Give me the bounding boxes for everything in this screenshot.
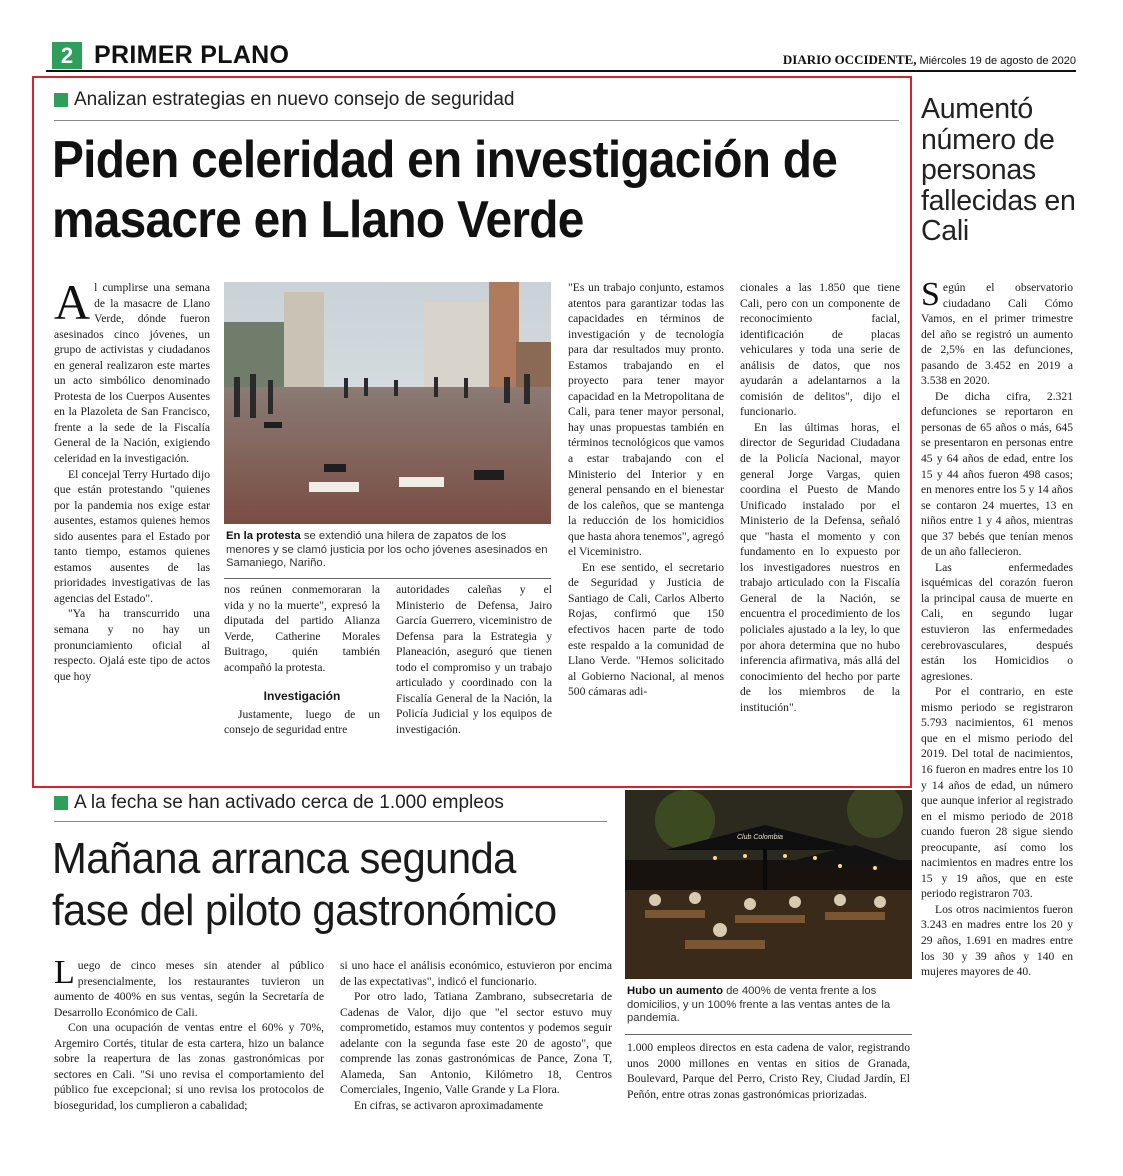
second-col2 <box>340 958 612 1113</box>
sidebar-headline: Aumentó número de personas fallecidas en Cali <box>921 93 1076 247</box>
header-rule <box>46 70 1076 72</box>
second-col1 <box>54 954 324 1113</box>
page-number: 2 <box>52 42 82 69</box>
second-kicker-text: A la fecha se han activado cerca de 1.000 empleos <box>74 792 504 813</box>
caption-text: se extendió una hilera de zapatos de los menores y se clamó justicia por los ocho jóvenes asesinados en Samaniego, Nariño. <box>226 530 548 570</box>
paragraph: Por otro lado, Tatiana Zambrano, subsecretaria de Cadenas de Valor, dijo que "el sector estuvo muy comprometido, estamos muy contentos y podemos seguir adelante con la segunda fase este 20 de agosto", que comprende las zonas gastronómicas de Pance, Zona T, Alameda, San Antonio, Kilómetro 18, Centros Comerciales, Ingenio, Valle Grande y La Flora. <box>340 990 612 1097</box>
paragraph: Con una ocupación de ventas entre el 60% y 70%, Argemiro Cortés, titular de esta cartera, hizo un balance sobre la reapertura de las zonas gastronómicas por sectores en Cali. "Si uno revisa el comportamiento del público fue excepcional; si uno revisa los protocolos de bioseguridad, los cumplieron a cabalidad; <box>54 1021 324 1112</box>
main-col5 <box>740 280 900 715</box>
umbrella-brand: Club Colombia <box>737 834 783 841</box>
main-col2 <box>224 582 380 738</box>
sidebar-body <box>921 276 1073 980</box>
paragraph: Justamente, luego de un consejo de seguridad entre <box>224 707 380 737</box>
main-kicker-text: Analizan estrategias en nuevo consejo de seguridad <box>74 89 515 110</box>
paragraph: egún el observatorio ciudadano Cali Cómo Vamos, en el primer trimestre del año se registró un aumento de 2,5% en las defunciones, pasando de 3.452 en 2019 a 3.538 en 2020. <box>921 281 1073 388</box>
paragraph: Las enfermedades isquémicas del corazón fueron la principal causa de muerte en Cali, en segundo lugar estuvieron las enfermedades cerebrovasculares, después están los Homicidios o agresiones. <box>921 560 1073 683</box>
sidebar-dropcap: S <box>921 276 940 313</box>
paragraph: uego de cinco meses sin atender al público presencialmente, los restaurantes tuvieron un aumento de 400% en sus ventas, según la Secretaría de Desarrollo Económico de Cali. <box>54 959 324 1019</box>
paragraph: Los otros nacimientos fueron 3.243 en madres entre los 20 y 29 años, 1.691 en madres entre los 30 y 39 años y 140 en mujeres mayores de 40. <box>921 902 1073 979</box>
paragraph: cionales a las 1.850 que tiene Cali, pero con un componente de reconocimiento facial, identificación de placas vehiculares y toda una serie de análisis de datos, que nos ayudarán a adelantarnos a la comisión de delitos", dijo el funcionario. <box>740 281 900 419</box>
paragraph: nos reúnen conmemoraran la vida y no la muerte", expresó la diputada del partido Alianza Verde, Catherine Morales Buitrago, quién también acompañó la protesta. <box>224 583 380 674</box>
main-col4 <box>568 280 724 700</box>
paragraph: "Es un trabajo conjunto, estamos atentos para garantizar todas las capacidades en términos de investigación y de tecnología para dar resultados muy pronto. Estamos trabajando en el proyecto para tener mayor capacidad en la Metropolitana de Cali, para tener mayor personal, hay unas propuestas también en términos tecnológicos que vamos a estar trabajando con el Ministerio del Interior y en general pensando en el bienestar de los caleños, que se mantenga la reducción de los homicidios que hasta ahora tenemos", agregó el Viceministro. <box>568 281 724 559</box>
restaurant-photo-image <box>625 790 912 979</box>
kicker-square <box>54 93 68 107</box>
kicker-square <box>54 796 68 810</box>
subhead-investigacion: Investigación <box>263 689 341 704</box>
second-dropcap: L <box>54 954 75 991</box>
protest-photo-image <box>224 282 551 524</box>
paragraph: 1.000 empleos directos en esta cadena de valor, registrando unos 2000 millones en ventas en sitios de Granada, Boulevard, Parque del Perro, Cristo Rey, Ciudad Jardín, El Peñón, entre otras zonas gastronómicas priorizadas. <box>627 1041 910 1101</box>
paragraph: "Ya ha transcurrido una semana y no hay un pronunciamiento oficial al respecto. Ojalá este tipo de actos que hoy <box>54 607 210 683</box>
paragraph: De dicha cifra, 2.321 defunciones se reportaron en personas de 65 años o más, 645 se presentaron en personas entre 45 y 64 años de edad, entre los 15 y 44 años fueron 498 casos; en menores entre los 5 y 14 años se contaron 24 muertes, 13 en niños entre 1 y 4 años, mientras que 37 bebés que tenían menos de un año fallecieron. <box>921 389 1073 559</box>
second-photo-rule <box>625 1034 912 1035</box>
paragraph: Por el contrario, en este mismo periodo se registraron 5.793 nacimientos, 61 menos que en el mismo periodo del 2019. Del total de nacimientos, 16 fueron en madres entre los 10 y 14 años de edad, un número que aunque inferior al registrado en el mismo periodo de 2018 cuando fueron 28 sigue siendo preocupante, así como los nacimientos en madres entre los 15 y 19 años, que en este periodo registraron 703. <box>921 685 1073 901</box>
paragraph: El concejal Terry Hurtado dijo que están protestando "quienes por la pandemia nos exige estar ausentes, estamos quienes hemos sido ausentes para el Estado por tanto tiempo, estamos quienes estamos ausentes de las prioridades investigativas de las agencias del Estado". <box>54 467 210 605</box>
paragraph: En cifras, se activaron aproximadamente <box>354 1098 543 1112</box>
caption-text: de 400% de venta frente a los domicilios, y un 100% frente a las ventas antes de la pandemia. <box>627 985 891 1025</box>
masthead <box>783 52 1076 68</box>
second-headline: Mañana arranca segunda fase del piloto gastronómico <box>52 834 557 935</box>
section-title: PRIMER PLANO <box>94 41 290 69</box>
second-kicker <box>54 792 504 814</box>
paragraph: l cumplirse una semana de la masacre de Llano Verde, dónde fueron asesinados cinco jóvenes, un grupo de activistas y ciudadanos en general realizaron este martes un acto simbólico denominado Protesta de los Cuerpos Ausentes en la Plazoleta de San Francisco, frente a la sede de la Fiscalía General de la Nación, exigiendo celeridad en la investigación. <box>54 281 210 466</box>
main-col1 <box>54 274 210 684</box>
protest-photo <box>224 282 551 524</box>
second-kicker-rule <box>54 821 607 822</box>
second-photo-caption <box>627 985 913 1026</box>
issue-date: Miércoles 19 de agosto de 2020 <box>919 55 1076 67</box>
main-photo-caption <box>226 530 552 571</box>
paragraph: si uno hace el análisis económico, estuvieron por encima de las expectativas", indicó el funcionario. <box>340 959 612 988</box>
main-col3 <box>396 582 552 737</box>
second-col3 <box>627 1040 910 1102</box>
page-header <box>46 40 1076 72</box>
main-dropcap: A <box>54 274 91 330</box>
caption-lead: Hubo un aumento <box>627 985 724 997</box>
main-photo-rule <box>224 578 551 579</box>
paragraph: En las últimas horas, el director de Seguridad Ciudadana de la Policía Nacional, mayor general Jorge Vargas, quien coordina el Puesto de Mando Unificado instalado por el Ministerio de la Defensa, señaló que "hasta el momento y con fundamento en lo expuesto por los investigadores nuestros en trabajo articulado con la Fiscalía General de la Nación, se encuentra el procedimiento de los policiales ajustado a la ley, lo que por ahora determina que no hubo inferencia afirmativa, más allá del conocimiento del hecho por parte de los miembros de la institución". <box>740 420 900 714</box>
main-headline: Piden celeridad en investigación de masacre en Llano Verde <box>52 131 838 249</box>
newspaper-name: DIARIO OCCIDENTE, <box>782 52 917 67</box>
restaurant-photo <box>625 790 912 979</box>
main-kicker <box>54 89 514 111</box>
main-kicker-rule <box>54 120 899 121</box>
paragraph: En ese sentido, el secretario de Seguridad y Justicia de Santiago de Cali, Carlos Alberto Rojas, confirmó que 150 efectivos hacen parte de todo este respaldo a la comunidad de Llano Verde. "Hemos solicitado al Gobierno Nacional, al menos 500 cámaras adi- <box>568 560 724 699</box>
caption-lead: En la protesta <box>226 530 301 542</box>
paragraph: autoridades caleñas y el Ministerio de Defensa, Jairo García Guerrero, viceministro de Defensa para la Estrategia y Planeación, aseguró que tienen todo el compromiso y un trabajo articulado y coordinado con la Fiscalía General de la Nación, la Policía Judicial y los equipos de investigación. <box>396 583 552 736</box>
